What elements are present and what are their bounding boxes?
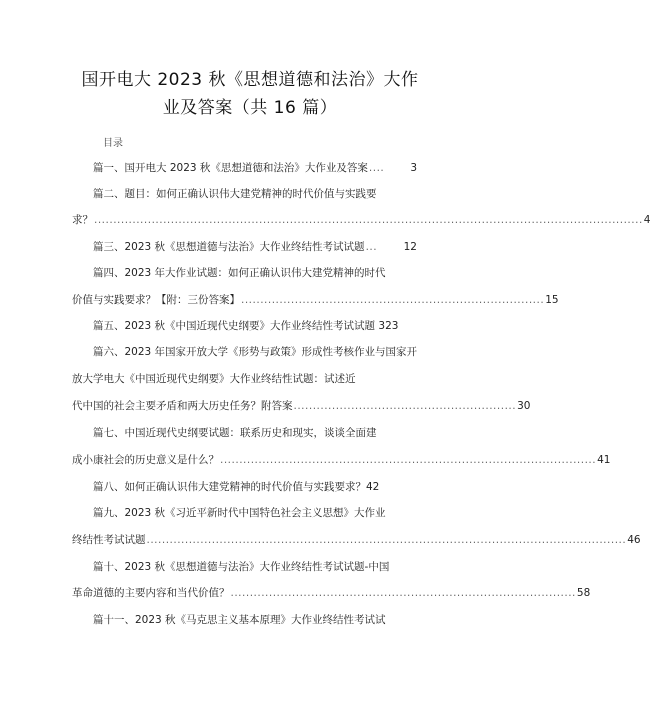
toc-page-number: 15 — [545, 294, 559, 306]
toc-page-number: 4 — [643, 214, 650, 226]
toc-entry-continuation[interactable]: 成小康社会的历史意义是什么？ .................................................................................................. 41 — [72, 454, 611, 466]
title-line-1: 国开电大 2023 秋《思想道德和法治》大作 — [81, 70, 419, 90]
toc-entry-continuation[interactable]: 求？ ............................................................................................................................................... 4 — [72, 214, 650, 226]
toc-page-number: 12 — [403, 241, 417, 253]
toc-entry[interactable]: 篇八、如何正确认识伟大建党精神的时代价值与实践要求？42 — [93, 481, 380, 493]
toc-entry[interactable]: 篇一、国开电大 2023 秋《思想道德和法治》大作业及答案 .... 3 — [93, 162, 417, 174]
toc-page-number: 46 — [627, 534, 641, 546]
document-title — [0, 66, 500, 122]
toc-entry-continuation[interactable]: 代中国的社会主要矛盾和两大历史任务？附答案 .......................................................... 30 — [72, 400, 531, 412]
toc-entry[interactable]: 篇四、2023 年大作业试题：如何正确认识伟大建党精神的时代 — [93, 267, 386, 279]
toc-heading: 目录 — [103, 138, 123, 149]
toc-entry[interactable]: 篇二、题目：如何正确认识伟大建党精神的时代价值与实践要 — [93, 188, 377, 200]
toc-entry-continuation[interactable]: 终结性考试试题 ............................................................................................................................. 46 — [72, 534, 641, 546]
toc-entry-continuation[interactable]: 价值与实践要求？【附：三份答案】 ............................................................................... 15 — [72, 294, 559, 306]
toc-entry[interactable]: 篇六、2023 年国家开放大学《形势与政策》形成性考核作业与国家开 — [93, 346, 418, 358]
title-line-2: 业及答案（共 16 篇） — [162, 98, 338, 118]
toc-page-number: 41 — [597, 454, 611, 466]
toc-entry[interactable]: 篇七、中国近现代史纲要试题：联系历史和现实，谈谈全面建 — [93, 427, 377, 439]
toc-entry[interactable]: 篇五、2023 秋《中国近现代史纲要》大作业终结性考试试题 323 — [93, 320, 399, 332]
toc-entry[interactable]: 篇十一、2023 秋《马克思主义基本原理》大作业终结性考试试 — [93, 614, 386, 626]
toc-page-number: 3 — [410, 162, 417, 174]
toc-page-number: 30 — [517, 400, 531, 412]
toc-entry[interactable]: 篇三、2023 秋《思想道德与法治》大作业终结性考试试题 ... 12 — [93, 241, 417, 253]
toc-entry[interactable]: 篇十、2023 秋《思想道德与法治》大作业终结性考试试题-中国 — [93, 561, 390, 573]
toc-entry-continuation[interactable]: 放大学电大《中国近现代史纲要》大作业终结性试题：试述近 — [72, 373, 356, 385]
toc-entry[interactable]: 篇九、2023 秋《习近平新时代中国特色社会主义思想》大作业 — [93, 507, 386, 519]
toc-entry-continuation[interactable]: 革命道德的主要内容和当代价值？ .......................................................................................... 58 — [72, 587, 591, 599]
toc-page-number: 58 — [576, 587, 591, 599]
